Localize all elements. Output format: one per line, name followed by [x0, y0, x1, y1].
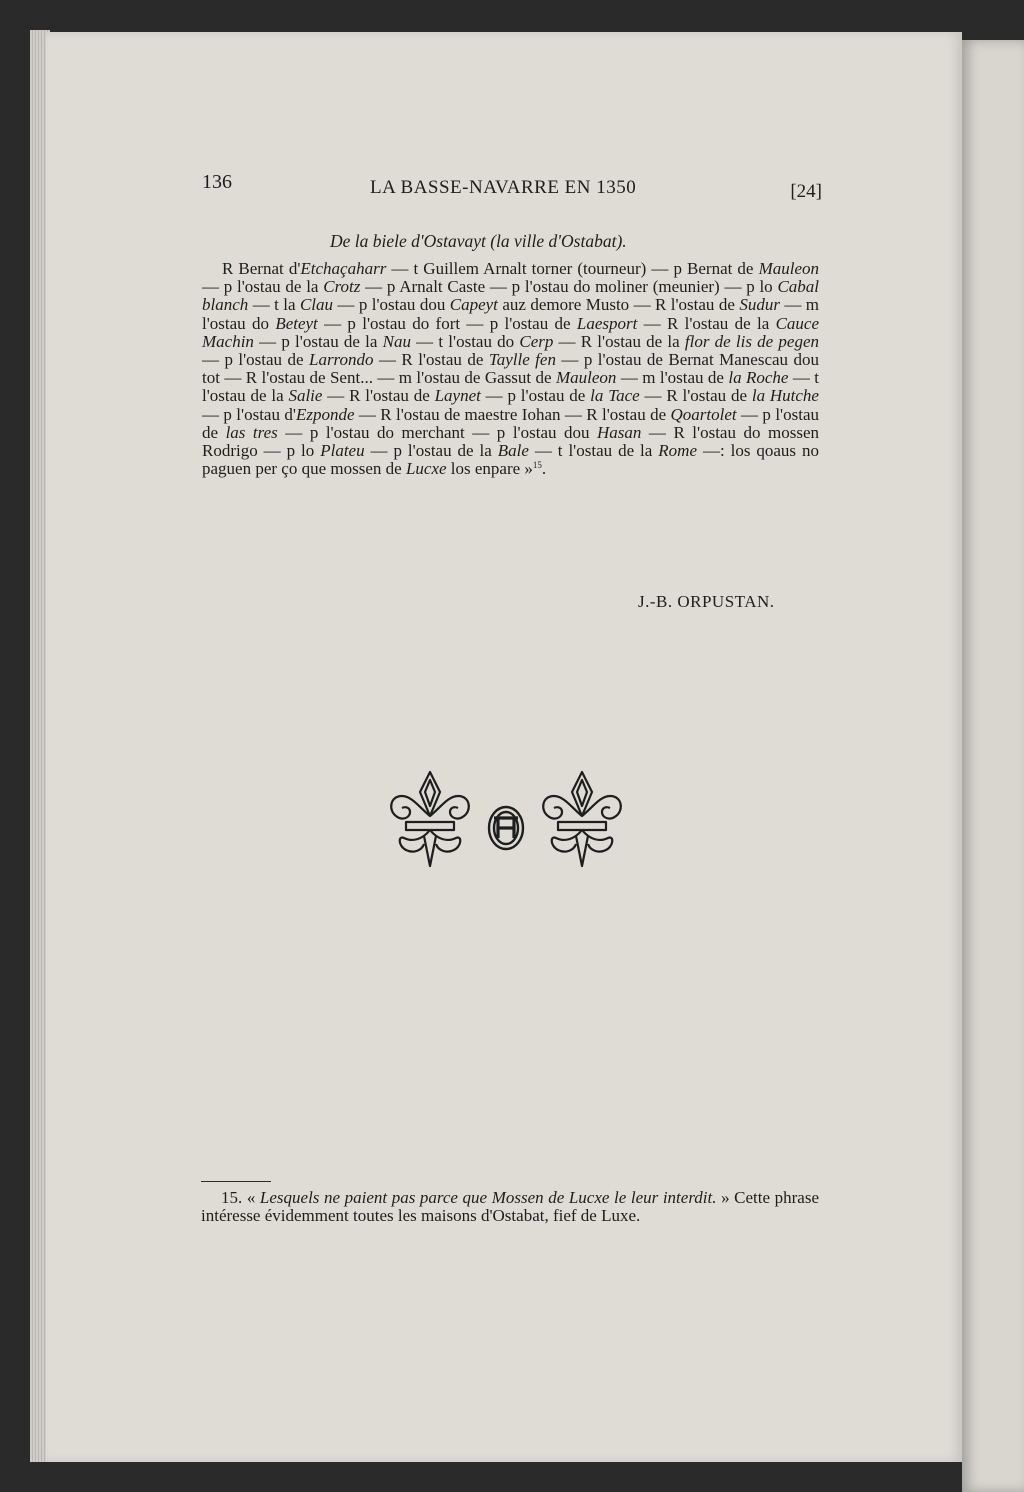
fleur-de-lis-icon [391, 772, 469, 866]
section-subtitle: De la biele d'Ostavayt (la ville d'Ostabat). [330, 231, 627, 251]
footnote-15: 15. « Lesquels ne paient pas parce que Mossen de Lucxe le leur interdit. » Cette phrase intéresse évidemment toutes les maisons d'Ostabat, fief de Luxe. [201, 1188, 819, 1225]
section-number: [24] [790, 181, 822, 202]
running-title: LA BASSE-NAVARRE EN 1350 [370, 177, 637, 198]
fleuron-ornament [384, 766, 628, 874]
running-head [202, 171, 822, 211]
fleur-de-lis-icon [543, 772, 621, 866]
author-signature: J.-B. ORPUSTAN. [638, 592, 775, 611]
h-monogram-icon [489, 807, 523, 849]
body-paragraph: R Bernat d'Etchaçaharr — t Guillem Arnalt torner (tourneur) — p Bernat de Mauleon — p l'ostau de la Crotz — p Arnalt Caste — p l'ostau do moliner (meunier) — p lo Cabal blanch — t la Clau — p l'ostau dou Capeyt auz demore Musto — R l'ostau de Sudur — m l'ostau do Beteyt — p l'ostau do fort — p l'ostau de Laesport — R l'ostau de la Cauce Machin — p l'ostau de la Nau — t l'ostau do Cerp — R l'ostau de la flor de lis de pegen — p l'ostau de Larrondo — R l'ostau de Taylle fen — p l'ostau de Bernat Manescau dou tot — R l'ostau de Sent... — m l'ostau de Gassut de Mauleon — m l'ostau de la Roche — t l'ostau de la Salie — R l'ostau de Laynet — p l'ostau de la Tace — R l'ostau de la Hutche — p l'ostau d'Ezponde — R l'ostau de maestre Iohan — R l'ostau de Qoartolet — p l'ostau de las tres — p l'ostau do merchant — p l'ostau dou Hasan — R l'ostau do mossen Rodrigo — p lo Plateu — p l'ostau de la Bale — t l'ostau de la Rome —: los qoaus no paguen per ço que mossen de Lucxe los enpare »$^{15}$. [202, 259, 820, 479]
footnote [201, 1189, 819, 1224]
footnote-ref: 15 [532, 460, 542, 471]
body-text [202, 260, 819, 478]
facing-page-edge [962, 40, 1024, 1492]
page-number: 136 [202, 171, 232, 193]
footnote-separator [201, 1181, 271, 1182]
